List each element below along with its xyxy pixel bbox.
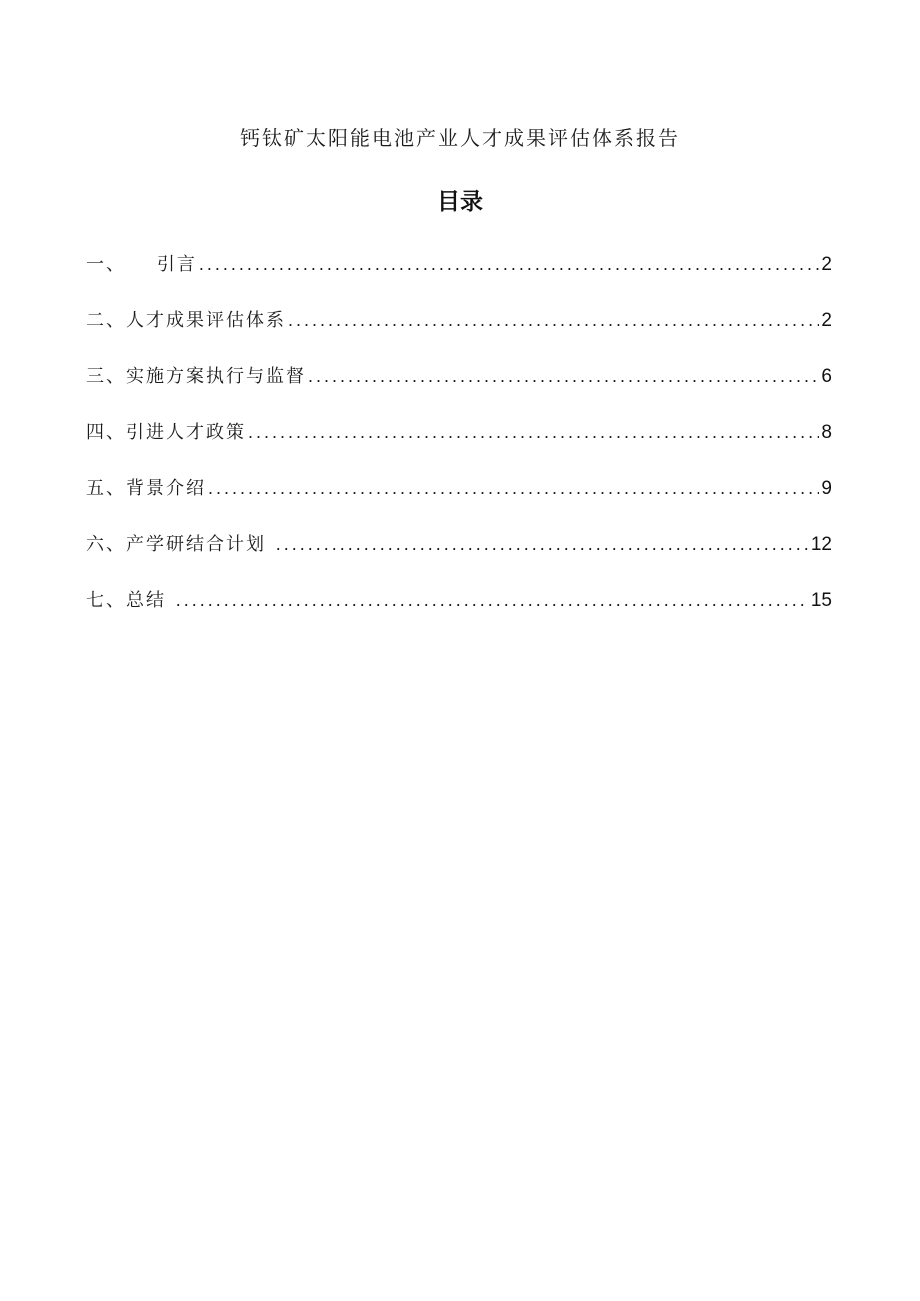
toc-page-number: 12 <box>810 534 832 555</box>
toc-entry-summary[interactable] <box>86 586 832 642</box>
toc-entry-label: 六、产学研结合计划 <box>86 534 274 555</box>
toc-dot-leader <box>199 250 820 278</box>
toc-entry-label: 四、引进人才政策 <box>86 422 246 443</box>
toc-entry-industry-academia[interactable] <box>86 530 832 586</box>
toc-dot-leader <box>308 362 819 390</box>
toc-heading: 目录 <box>437 189 483 215</box>
toc-dot-leader <box>288 306 819 334</box>
toc-page-number: 9 <box>821 478 832 499</box>
toc-page-number: 2 <box>821 254 832 275</box>
toc-page-number: 6 <box>821 366 832 387</box>
toc-entry-label: 一、 引言 <box>86 254 197 275</box>
toc-dot-leader <box>176 586 809 614</box>
toc-page-number: 8 <box>821 422 832 443</box>
toc-entry-implementation[interactable] <box>86 362 832 418</box>
toc-entry-evaluation-system[interactable] <box>86 306 832 362</box>
toc-entry-introduction[interactable] <box>86 250 832 306</box>
toc-entry-label: 二、人才成果评估体系 <box>86 310 286 331</box>
toc-entry-label: 三、实施方案执行与监督 <box>86 366 306 387</box>
toc-dot-leader <box>208 474 819 502</box>
table-of-contents <box>86 250 832 642</box>
toc-entry-label: 五、背景介绍 <box>86 478 206 499</box>
toc-dot-leader <box>276 530 809 558</box>
toc-dot-leader <box>248 418 819 446</box>
toc-page-number: 2 <box>821 310 832 331</box>
document-title: 钙钛矿太阳能电池产业人才成果评估体系报告 <box>240 126 680 150</box>
toc-entry-label: 七、总结 <box>86 590 174 611</box>
toc-entry-background[interactable] <box>86 474 832 530</box>
toc-page-number: 15 <box>810 590 832 611</box>
toc-entry-talent-policy[interactable] <box>86 418 832 474</box>
